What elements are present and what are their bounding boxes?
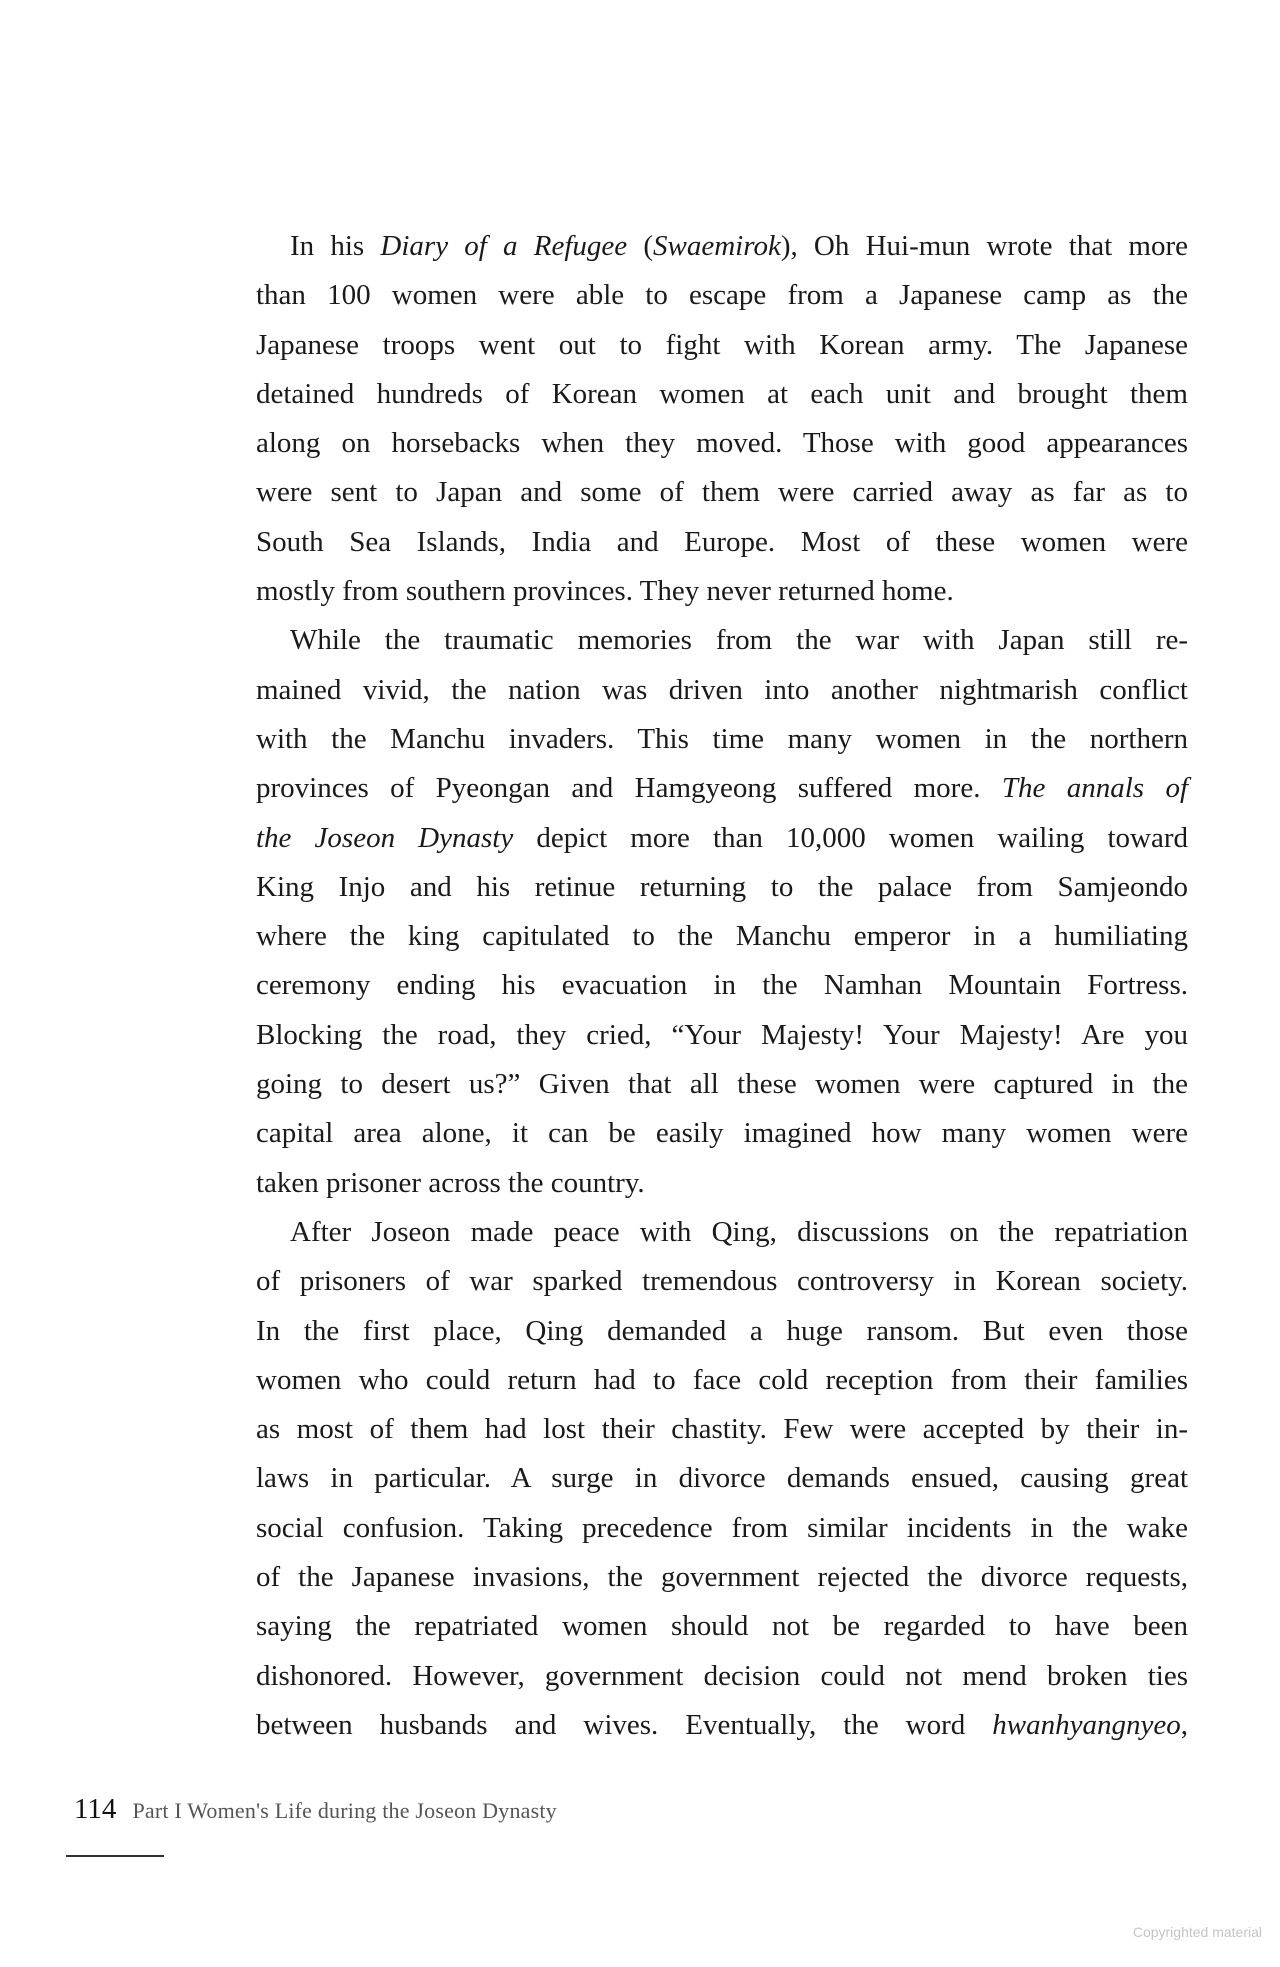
text-run: than 100 women were able to escape from a Japanese camp as the [256,279,1188,312]
footer-rule [66,1855,164,1857]
text-line [256,764,1188,813]
running-head: Part I Women's Life during the Joseon Dynasty [132,1798,557,1823]
text-line [256,1109,1188,1158]
text-line [256,1011,1188,1060]
italic-title: the Joseon Dynasty [256,821,514,854]
italic-title: The annals of [1001,772,1188,805]
paragraph [256,616,1188,1208]
text-run: mained vivid, the nation was driven into another nightmarish conflict [256,673,1188,706]
text-line [256,1307,1188,1356]
text-line [256,1060,1188,1109]
text-run: between husbands and wives. Eventually, the word [256,1708,993,1741]
text-run: of the Japanese invasions, the government rejected the divorce requests, [256,1561,1188,1594]
text-run: South Sea Islands, India and Europe. Most of these women were [256,525,1188,558]
text-run: capital area alone, it can be easily imagined how many women were [256,1117,1188,1150]
text-line [256,468,1188,517]
copyright-watermark: Copyrighted material [1132,1924,1262,1940]
text-run: After Joseon made peace with Qing, discussions on the repatriation [290,1215,1188,1248]
text-run: social confusion. Taking precedence from similar incidents in the wake [256,1511,1188,1544]
text-line [256,912,1188,961]
text-run: laws in particular. A surge in divorce demands ensued, causing great [256,1462,1188,1495]
italic-title: Swaemirok [653,230,781,262]
text-line [256,1602,1188,1651]
text-run: with the Manchu invaders. This time many women in the northern [256,722,1188,755]
italic-title: Diary of a Refugee [380,230,628,262]
text-line [256,222,1188,271]
page-footer [74,1793,557,1826]
text-line [256,321,1188,370]
text-line [256,370,1188,419]
text-line [256,1208,1188,1257]
text-run: ( [627,230,654,262]
text-line [256,1159,1188,1208]
text-line [256,419,1188,468]
text-line [256,1405,1188,1454]
text-run: going to desert us?” Given that all these women were captured in the [256,1068,1188,1101]
text-line [256,616,1188,665]
text-line [256,1454,1188,1503]
text-run: , [1180,1708,1188,1741]
text-line [256,271,1188,320]
text-line [256,1257,1188,1306]
text-run: While the traumatic memories from the war with Japan still re- [290,624,1188,657]
text-run: as most of them had lost their chastity. Few were accepted by their in- [256,1413,1188,1446]
text-run: of prisoners of war sparked tremendous controversy in Korean society. [256,1265,1188,1298]
text-run: taken prisoner across the country. [256,1166,645,1199]
text-line [256,1356,1188,1405]
text-line [256,1652,1188,1701]
text-run: ceremony ending his evacuation in the Namhan Mountain Fortress. [256,969,1188,1002]
text-line [256,715,1188,764]
text-line [256,1701,1188,1750]
text-run: Blocking the road, they cried, “Your Majesty! Your Majesty! Are you [256,1018,1188,1051]
text-run: Japanese troops went out to fight with Korean army. The Japanese [256,328,1188,361]
text-run: In his [290,230,381,262]
text-run: ), Oh Hui-mun wrote that more [780,230,1189,262]
text-line [256,518,1188,567]
text-line [256,567,1188,616]
text-run: detained hundreds of Korean women at each unit and brought them [256,377,1188,410]
page-number: 114 [74,1793,117,1825]
text-line [256,961,1188,1010]
text-run: provinces of Pyeongan and Hamgyeong suffered more. [256,772,1002,805]
text-run: were sent to Japan and some of them were carried away as far as to [256,476,1188,509]
text-line [256,666,1188,715]
text-run: dishonored. However, government decision could not mend broken ties [256,1659,1188,1692]
text-line [256,1553,1188,1602]
text-run: saying the repatriated women should not be regarded to have been [256,1610,1188,1643]
paragraph [256,222,1188,616]
text-run: depict more than 10,000 women wailing toward [513,821,1188,854]
text-line [256,863,1188,912]
text-run: along on horsebacks when they moved. Those with good appearances [256,427,1188,460]
text-line [256,814,1188,863]
text-run: mostly from southern provinces. They never returned home. [256,575,954,608]
body-text [256,222,1188,1750]
text-run: In the first place, Qing demanded a huge ransom. But even those [256,1314,1188,1347]
paragraph [256,1208,1188,1750]
text-line [256,1504,1188,1553]
text-run: women who could return had to face cold reception from their families [256,1363,1188,1396]
italic-title: hwanhyangnyeo [992,1708,1181,1741]
text-run: King Injo and his retinue returning to the palace from Samjeondo [256,870,1188,903]
text-run: where the king capitulated to the Manchu emperor in a humiliating [256,920,1188,953]
